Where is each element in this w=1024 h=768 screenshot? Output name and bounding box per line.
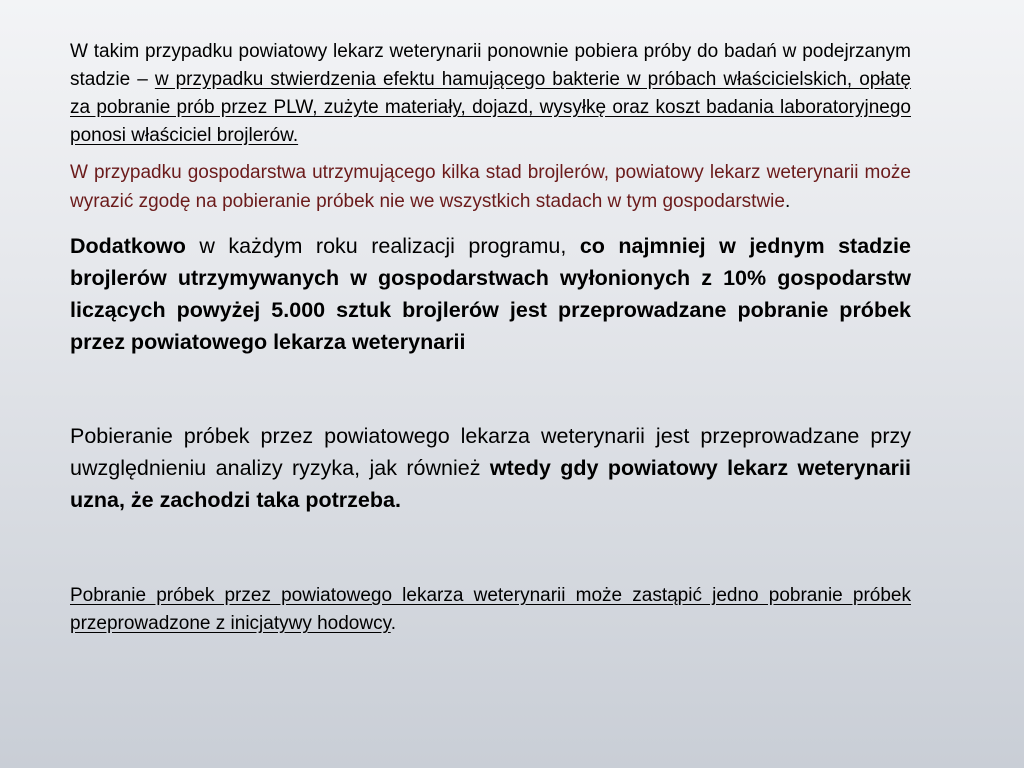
paragraph-risk-analysis-emphasis: wtedy gdy powiatowy lekarz weterynarii uzna, że zachodzi taka potrzeba. [70, 456, 911, 512]
paragraph-resampling-text: W takim przypadku powiatowy lekarz weterynarii ponownie pobiera próby do badań w podejrzanym stadzie – [70, 41, 911, 90]
paragraph-risk-analysis-text: Pobieranie próbek przez powiatowego lekarza weterynarii jest przeprowadzane przy uwzględnieniu analizy ryzyka, jak również [70, 424, 911, 480]
paragraph-additionally-lead: Dodatkowo [70, 234, 186, 258]
paragraph-multiple-flocks [70, 158, 911, 216]
paragraph-replacement-end: . [390, 613, 396, 634]
paragraph-multiple-flocks-end: . [784, 191, 791, 212]
paragraph-additionally-requirement: co najmniej w jednym stadzie brojlerów utrzymywanych w gospodarstwach wyłonionych z 10% gospodarstw liczących powyżej 5.000 sztuk brojlerów jest przeprowadzane pobranie próbek przez powiatowego lekarza weterynarii [70, 234, 911, 354]
paragraph-resampling-cost-note: w przypadku stwierdzenia efektu hamującego bakterie w próbach właścicielskich, opłatę za pobranie prób przez PLW, zużyte materiały, dojazd, wysyłkę oraz koszt badania laboratoryjnego ponosi właściciel brojlerów. [70, 69, 911, 146]
paragraph-replacement-text: Pobranie próbek przez powiatowego lekarza weterynarii może zastąpić jedno pobranie próbek przeprowadzone z inicjatywy hodowcy [70, 585, 911, 634]
paragraph-multiple-flocks-text: W przypadku gospodarstwa utrzymującego kilka stad brojlerów, powiatowy lekarz weterynarii może wyrazić zgodę na pobieranie próbek nie we wszystkich stadach w tym gospodarstwie [70, 162, 911, 212]
paragraph-risk-analysis [70, 420, 911, 516]
paragraph-resampling [70, 38, 911, 150]
slide-content [70, 38, 911, 638]
paragraph-replacement [70, 582, 911, 638]
paragraph-additionally [70, 230, 911, 358]
paragraph-additionally-middle: w każdym roku realizacji programu, [185, 234, 580, 258]
